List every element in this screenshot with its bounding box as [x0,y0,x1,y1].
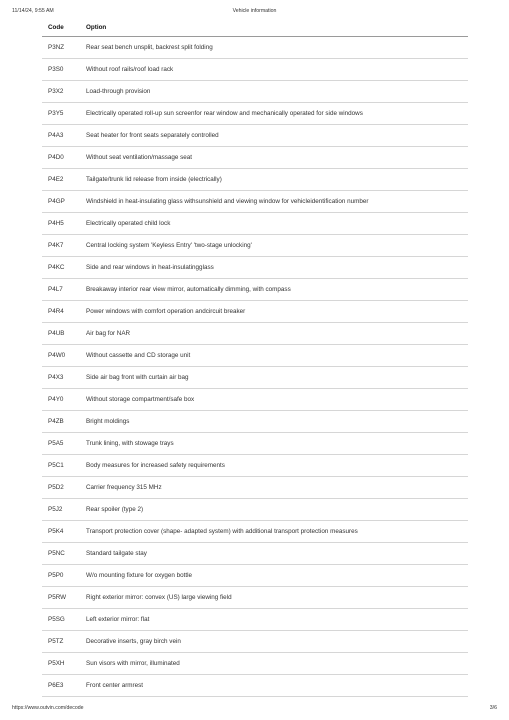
table-row [42,147,468,169]
option-description: Electrically operated roll-up sun screenfor rear window and mechanically operated for side windows [86,103,468,125]
column-header-code: Code [42,19,86,37]
option-description: Windshield in heat-insulating glass withsunshield and viewing window for vehicleidentification number [86,191,468,213]
option-code: P4KC [42,257,86,279]
table-row [42,59,468,81]
table-row [42,323,468,345]
option-code: P4K7 [42,235,86,257]
option-description: Without seat ventilation/massage seat [86,147,468,169]
table-row [42,169,468,191]
option-description: Right exterior mirror: convex (US) large viewing field [86,587,468,609]
option-code: P4H5 [42,213,86,235]
table-row [42,521,468,543]
option-code: P5C1 [42,455,86,477]
table-row [42,675,468,697]
table-row [42,389,468,411]
table-row [42,103,468,125]
table-row [42,587,468,609]
option-code: P5XH [42,653,86,675]
table-row [42,213,468,235]
table-row [42,345,468,367]
table-row [42,301,468,323]
table-row [42,279,468,301]
print-datetime: 11/14/24, 9:55 AM [12,8,54,14]
option-code: P4R4 [42,301,86,323]
table-row [42,81,468,103]
option-description: Without cassette and CD storage unit [86,345,468,367]
option-description: Without roof rails/roof load rack [86,59,468,81]
option-description: Rear spoiler (type 2) [86,499,468,521]
vehicle-options-table [42,19,468,697]
table-row [42,565,468,587]
table-body [42,37,468,697]
option-code: P3X2 [42,81,86,103]
option-code: P3S0 [42,59,86,81]
option-code: P4L7 [42,279,86,301]
option-code: P5A5 [42,433,86,455]
option-description: Air bag for NAR [86,323,468,345]
table-row [42,543,468,565]
page-number: 3/6 [489,705,497,711]
option-description: Transport protection cover (shape- adapted system) with additional transport protection measures [86,521,468,543]
table-row [42,455,468,477]
option-description: Rear seat bench unsplit, backrest split folding [86,37,468,59]
option-code: P5RW [42,587,86,609]
option-description: Standard tailgate stay [86,543,468,565]
option-description: Electrically operated child lock [86,213,468,235]
table-row [42,125,468,147]
option-description: Tailgate/trunk lid release from inside (electrically) [86,169,468,191]
option-description: Left exterior mirror: flat [86,609,468,631]
option-code: P4Y0 [42,389,86,411]
option-description: Power windows with comfort operation andcircuit breaker [86,301,468,323]
option-description: Seat heater for front seats separately controlled [86,125,468,147]
option-code: P5NC [42,543,86,565]
table-row [42,609,468,631]
table-row [42,631,468,653]
table-header-row [42,19,468,37]
table-row [42,433,468,455]
option-code: P5K4 [42,521,86,543]
table-row [42,499,468,521]
option-code: P5D2 [42,477,86,499]
option-description: Load-through provision [86,81,468,103]
option-code: P4E2 [42,169,86,191]
option-description: W/o mounting fixture for oxygen bottle [86,565,468,587]
option-description: Without storage compartment/safe box [86,389,468,411]
option-code: P4W0 [42,345,86,367]
column-header-option: Option [86,19,468,37]
option-code: P4GP [42,191,86,213]
table-row [42,367,468,389]
page-title: Vehicle information [232,8,277,14]
option-code: P4D0 [42,147,86,169]
table-row [42,235,468,257]
option-code: P5P0 [42,565,86,587]
option-description: Breakaway interior rear view mirror, automatically dimming, with compass [86,279,468,301]
option-description: Decorative inserts, gray birch vein [86,631,468,653]
source-url[interactable]: https://www.outvin.com/decode [12,705,84,711]
option-description: Carrier frequency 315 MHz [86,477,468,499]
option-code: P4A3 [42,125,86,147]
option-description: Side air bag front with curtain air bag [86,367,468,389]
table-row [42,257,468,279]
option-code: P4ZB [42,411,86,433]
page-header [12,8,497,18]
table-row [42,653,468,675]
option-code: P3NZ [42,37,86,59]
option-description: Side and rear windows in heat-insulatingglass [86,257,468,279]
option-code: P6E3 [42,675,86,697]
option-description: Central locking system 'Keyless Entry' 'two-stage unlocking' [86,235,468,257]
option-description: Bright moldings [86,411,468,433]
option-code: P5J2 [42,499,86,521]
option-description: Sun visors with mirror, illuminated [86,653,468,675]
option-code: P4X3 [42,367,86,389]
table-row [42,37,468,59]
page-footer [12,705,497,715]
option-code: P3Y5 [42,103,86,125]
table-row [42,411,468,433]
option-description: Trunk lining, with stowage trays [86,433,468,455]
table-row [42,477,468,499]
option-code: P4UB [42,323,86,345]
option-code: P5TZ [42,631,86,653]
table-row [42,191,468,213]
option-description: Body measures for increased safety requirements [86,455,468,477]
option-description: Front center armrest [86,675,468,697]
option-code: P5SG [42,609,86,631]
